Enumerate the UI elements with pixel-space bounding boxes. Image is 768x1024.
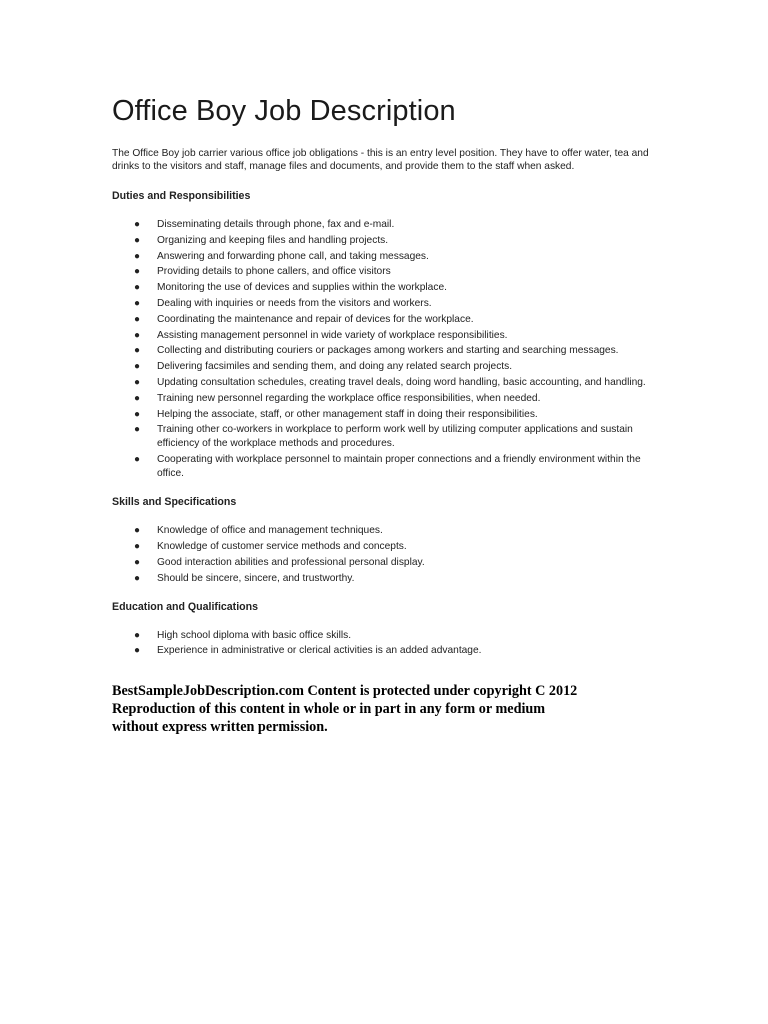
- bullet-icon: ●: [134, 219, 141, 230]
- list-item: [112, 281, 658, 295]
- intro-paragraph: The Office Boy job carrier various office job obligations - this is an entry level position. They have to offer water, tea and drinks to the visitors and staff, manage files and documents, and provide them to the staff when asked.: [112, 148, 649, 172]
- list-item: [112, 572, 658, 586]
- list-item-text: Answering and forwarding phone call, and taking messages.: [157, 250, 429, 262]
- list-item: [112, 556, 658, 570]
- bullet-icon: ●: [134, 540, 141, 552]
- bullet-icon: ●: [134, 234, 141, 246]
- list-item: [112, 234, 658, 248]
- skills-list: [112, 524, 658, 585]
- list-item-text: Should be sincere, sincere, and trustworthy.: [157, 572, 355, 584]
- list-item: [112, 540, 658, 554]
- list-item: [112, 265, 658, 279]
- list-item-text: Delivering facsimiles and sending them, and doing any related search projects.: [157, 361, 513, 373]
- bullet-icon: ●: [134, 345, 141, 357]
- copyright-line: Reproduction of this content in whole or in part in any form or medium: [112, 701, 546, 718]
- bullet-icon: ●: [134, 297, 141, 309]
- list-item-text: Assisting management personnel in wide variety of workplace responsibilities.: [157, 329, 508, 341]
- bullet-icon: ●: [134, 572, 141, 584]
- list-item-text: Training new personnel regarding the workplace office responsibilities, when needed.: [157, 392, 541, 404]
- bullet-icon: ●: [134, 376, 141, 388]
- list-item: [112, 360, 658, 374]
- education-heading: Education and Qualifications: [112, 600, 258, 613]
- list-item: [112, 644, 658, 658]
- list-item: [112, 218, 658, 232]
- list-item-text: Dealing with inquiries or needs from the visitors and workers.: [157, 297, 432, 309]
- list-item-text: Training other co-workers in workplace to perform work well by utilizing computer applications and sustain efficiency of the workplace methods and procedures.: [157, 424, 633, 450]
- bullet-icon: ●: [134, 556, 141, 568]
- list-item-text: Collecting and distributing couriers or packages among workers and starting and searching messages.: [157, 345, 619, 357]
- list-item-text: Helping the associate, staff, or other management staff in doing their responsibilities.: [157, 408, 538, 420]
- list-item: [112, 629, 658, 643]
- list-item: [112, 344, 658, 358]
- list-item: [112, 313, 658, 327]
- list-item-text: High school diploma with basic office skills.: [157, 629, 352, 641]
- list-item: [112, 453, 658, 481]
- list-item-text: Organizing and keeping files and handling projects.: [157, 234, 389, 246]
- list-item: [112, 250, 658, 264]
- bullet-icon: ●: [134, 424, 141, 436]
- bullet-icon: ●: [134, 629, 141, 641]
- list-item: [112, 376, 658, 390]
- bullet-icon: ●: [134, 454, 141, 466]
- skills-heading: Skills and Specifications: [112, 496, 237, 509]
- list-item-text: Knowledge of office and management techniques.: [157, 525, 383, 537]
- list-item: [112, 297, 658, 311]
- list-item-text: Good interaction abilities and professional personal display.: [157, 556, 425, 568]
- bullet-icon: ●: [134, 361, 141, 373]
- list-item-text: Experience in administrative or clerical activities is an added advantage.: [157, 645, 482, 657]
- bullet-icon: ●: [134, 250, 141, 262]
- list-item-text: Knowledge of customer service methods and concepts.: [157, 540, 407, 552]
- page-title: Office Boy Job Description: [112, 95, 456, 127]
- bullet-icon: ●: [134, 525, 141, 537]
- copyright-notice: [112, 682, 658, 736]
- list-item-text: Disseminating details through phone, fax and e-mail.: [157, 219, 395, 230]
- list-item-text: Cooperating with workplace personnel to maintain proper connections and a friendly environment within the office.: [157, 454, 641, 480]
- list-item-text: Monitoring the use of devices and supplies within the workplace.: [157, 282, 447, 294]
- list-item: [112, 524, 658, 538]
- duties-list: [112, 218, 658, 481]
- list-item: [112, 423, 658, 451]
- list-item-text: Providing details to phone callers, and office visitors: [157, 266, 391, 278]
- list-item-text: Updating consultation schedules, creating travel deals, doing word handling, basic accounting, and handling.: [157, 376, 646, 388]
- list-item: [112, 329, 658, 343]
- bullet-icon: ●: [134, 329, 141, 341]
- bullet-icon: ●: [134, 392, 141, 404]
- bullet-icon: ●: [134, 408, 141, 420]
- bullet-icon: ●: [134, 645, 141, 657]
- duties-heading: Duties and Responsibilities: [112, 190, 251, 202]
- list-item: [112, 408, 658, 422]
- bullet-icon: ●: [134, 282, 141, 294]
- copyright-line: without express written permission.: [112, 719, 328, 736]
- bullet-icon: ●: [134, 313, 141, 325]
- bullet-icon: ●: [134, 266, 141, 278]
- list-item-text: Coordinating the maintenance and repair of devices for the workplace.: [157, 313, 474, 325]
- document-page: [112, 94, 658, 736]
- education-list: [112, 629, 658, 659]
- list-item: [112, 392, 658, 406]
- copyright-line: BestSampleJobDescription.com Content is protected under copyright C 2012: [112, 683, 578, 700]
